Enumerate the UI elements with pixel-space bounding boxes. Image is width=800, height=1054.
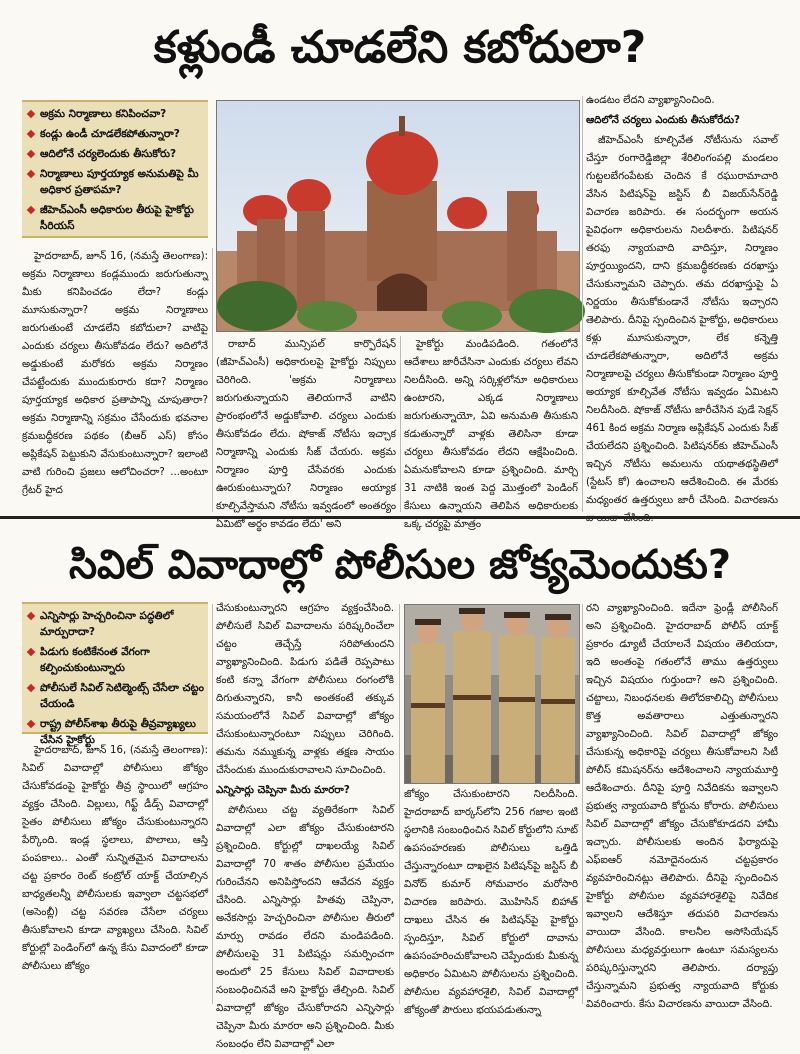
paragraph: చేసుకుంటున్నారని ఆగ్రహం వ్యక్తంచేసింది. పోలీసులే సివిల్ వివాదాలను పరిష్కరించేలా చట్టం తెచ్చేస్తే సరిపోతుందని వ్యాఖ్యానించింది. పిడుగు పడితే రెప్పపాటు కంటి కన్నా వేగంగా పోలీసులు రంగంలోకి దిగుతున్నారని, కానీ అంతకంటే తక్కువ సమయంలోనే సివిల్ వివాదాల్లో జోక్యం చేసుకుంటున్నారంటూ నిప్పులు చెరిగింది. తమను నమ్ముకున్న వాళ్లకు తక్షణ సాయం చేసేందుకు ముందుకురావాలని సూచించింది. — [216, 603, 394, 776]
paragraph: రని వ్యాఖ్యానించింది. ఇదేనా ఫ్రెండ్లీ పోలీసింగ్ అని ప్రశ్నించింది. హైదరాబాద్ పోలీస్ యాక్ట్ ప్రకారం డ్యూటీ చేయాలనే విషయం తెలియదా, ఇది అంతంపై గతంలోనే తాము ఉత్తర్వులు ఇచ్చిన విషయం గుర్తుందా? అని ప్రశ్నించింది. చట్టాలు, నిబంధనలకు తిలోదకాలిచ్చి పోలీసులు కొత్త అవతారాలు ఎత్తుతున్నారని వ్యాఖ్యానించింది. సివిల్ వివాదాల్లో జోక్యం చేసుకున్న అధికారిపై చర్యలు తీసుకోవాలని సిటీ పోలీస్ కమిషనర్‌ను ఆదేశించాలని న్యాయమూర్తి ఆదేశించారు. దీనిపై పూర్తి నివేదికను ఇవ్వాలని ప్రభుత్వ న్యాయవాది కోర్టును కోరారు. పోలీసులు సివిల్ వివాదాల్లో జోక్యం చేసుకోకూడదని హామీ ఇచ్చారు. పోలీసులకు అందిన ఫిర్యాదుపై ఎఫ్ఐఆర్ నమోదైనందున చట్టప్రకారం వ్యవహరించినట్లు తెలిపారు. దీనిపై స్పందించిన హైకోర్టు పోలీసుల వ్యవహారశైలిపై నివేదిక ఇవ్వాలని ఆదేశిస్తూ తదుపరి విచారణను వాయిదా వేసింది. కాలనీల అసోసియేషన్ పోలీసులు మధ్యవర్తులుగా ఉంటూ సమస్యలను పరిష్కరిస్తున్నారని తెలిపారు. దర్యాప్తు చేస్తున్నామని ప్రభుత్వ న్యాయవాది కోర్టుకు వివరించారు. కేసు విచారణను వాయిదా వేసింది. — [586, 603, 778, 1010]
article1-column-4 — [586, 92, 778, 512]
article1-column-1 — [22, 248, 208, 510]
highlight-item: జీహెచ్ఎంసీ అధికారుల తీరుపై హైకోర్టు సీరియస్ — [28, 202, 204, 234]
article2-column-1 — [22, 742, 208, 1004]
paragraph: ఉండటం లేదని వ్యాఖ్యానించింది. — [586, 95, 715, 106]
column-rule — [212, 248, 213, 512]
police-officers-image — [405, 605, 579, 783]
paragraph: రాబాద్ మున్సిపల్ కార్పొరేషన్ (జీహెచ్ఎంసీ) అధికారులపై హైకోర్టు నిప్పులు చెరిగింది. 'అక్రమ నిర్మాణాలు జరుగుతున్నాయని తెలియగానే వాటిని ప్రారంభంలోనే అడ్డుకోవాలి. చర్యలు ఎందుకు తీసుకోవడం లేదు. షోకాజ్ నోటీసు ఇచ్చాక నిర్మాణాన్ని ఎందుకు సీజ్ చేయరు. అక్రమ నిర్మాణం పూర్తి చేసేవరకు ఎందుకు ఊరుకుంటున్నారు? నిర్మాణం అయ్యాక కూల్చివేస్తామని నోటీసు ఇవ్వడంలో అంతర్యం ఏమిటో అర్థం కావడం లేదు' అని — [216, 339, 396, 530]
column-rule — [399, 604, 400, 1004]
high-court-building-image — [217, 101, 579, 331]
column-rule — [582, 96, 583, 512]
headline-1: కళ్లుండీ చూడలేని కబోదులా? — [153, 22, 647, 73]
paragraph: హైదరాబాద్, జూన్ 16, (నమస్తే తెలంగాణ): సివిల్ వివాదాల్లో పోలీసులు జోక్యం చేసుకోవడంపై హైకోర్టు తీవ్ర స్థాయిలో ఆగ్రహం వ్యక్తం చేసింది. విల్లులు, గిఫ్ట్ డీడ్స్ వివాదాల్లో సైతం పోలీసులు జోక్యం చేసుకుంటున్నారని పేర్కొంది. ఇండ్ల స్థలాలు, పొలాలు, ఆస్తి పంపకాలు.. ఎంతో సున్నితమైన వివాదాలను చట్ట ప్రకారం రెంట్ కంట్రోల్ యాక్ట్ చేయాల్సిన బాధ్యతలన్నీ పోలీసులకు ఇవ్వాలా చట్టసభలో (అసెంబ్లీ) చట్ట సవరణ చేసేలా చర్యలు తీసుకోవాలని కూడా వ్యాఖ్యలు చేసింది. సివిల్ కోర్టుల్లో పెండింగ్‌లో ఉన్న కేసు వివాదంలో కూడా పోలీసులు జోక్యం — [22, 745, 208, 972]
paragraph: జీహెచ్ఎంసీ కూల్చివేత నోటీసును సవాల్ చేస్తూ రంగారెడ్డిజిల్లా శేరిలింగంపల్లి మండలం గుట్టలబేగంపేటకు చెందిన కే రఘురామాచారి వేసిన పిటిషన్‌పై జస్టిస్ బీ విజయ్‌సేన్‌రెడ్డి విచారణ జరిపారు. ఈ సందర్భంగా అయన పైవిధంగా అధికారులను నిలదీశారు. పిటిషనర్ తరఫు న్యాయవాది వాదిస్తూ, నిర్మాణం పూర్తయ్యిందని, దాని క్రమబద్ధీకరణకు దరఖాస్తు చేసుకున్నామని చెప్పారు. తమ దరఖాస్తుపై ఏ నిర్ణయం తీసుకోకుండానే నోటీసు ఇచ్చారని తెలిపారు. దీనిపై స్పందించిన హైకోర్టు, అధికారులు కళ్లు మూసుకున్నారా, లేక కన్నెత్తి చూడలేకపోతున్నారా, అదిలోనే అక్రమ నిర్మాణాలపై చర్యలు తీసుకోకుండా నిర్మాణం పూర్తి అయ్యాక కూల్చివేత నోటీసు ఇవ్వడం ఏమిటని నిలదీసింది. షోకాజ్ నోటీసు జారీచేసిన పుడే సెక్షన్ 461 కింద అక్రమ నిర్మాణ అప్లికేషన్ ఎందుకు సీజ్ చేయలేదని ప్రశ్నించింది. పిటిషనర్‌కు జీహెచ్ఎంసీ ఇచ్చిన నోటీసు అమలును యథాతథస్థితిలో (స్టేటస్ కో) ఉంచాలని ఆదేశించింది. ఈ మేరకు మధ్యంతర ఉత్తర్వులు జారీ చేసింది. విచారణను — [586, 135, 778, 506]
column-rule — [212, 604, 213, 1004]
paragraph: పోలీసులు చట్ట వ్యతిరేకంగా సివిల్ వివాదాల్లో ఎలా జోక్యం చేసుకుంటారని ప్రశ్నించింది. కోర్టుల్లో దాఖలయ్యే సివిల్ వివాదాల్లో 70 శాతం పోలీసుల ప్రమేయం గురించేనని అనిపిస్తోందని ఆవేదన వ్యక్తం చేసింది. ఎన్నిసార్లు హితవు చెప్పినా, అనేకసార్లు హెచ్చరించినా పోలీసుల తీరులో మార్పు రావడం లేదని మండిపడింది. పోలీసులపై 31 పిటిషన్లు సమర్పించగా అందులో 25 కేసులు సివిల్ వివాదాలకు సంబంధించినవే అని హైకోర్టు తేల్చింది. సివిల్ వివాదాల్లో జోక్యం చేసుకోరాదని ఎన్నిసార్లు చెప్పినా మీరు మారరా అని ప్రశ్నించింది. మీకు సంబంధం లేని వివాదాల్లో ఎలా — [216, 805, 394, 1050]
highlight-item: కండ్లు ఉండీ చూడలేకపోతున్నారా? — [28, 126, 204, 142]
high-court-photo — [216, 100, 580, 332]
column-rule — [400, 336, 401, 512]
highlight-item: నిర్మాణాలు పూర్తయ్యాక అనుమతిపై మీ అధికార ప్రతాపమా? — [28, 166, 204, 198]
article2-column-2 — [216, 600, 394, 1050]
highlight-item: ఎన్నిసార్లు హెచ్చరించినా పద్ధతిలో మార్పురాదా? — [28, 608, 204, 640]
highlight-item: పోలీసులే సివిల్ సెటిల్మెంట్స్ చేసేలా చట్టం చేయండి — [28, 680, 204, 712]
subheading: ఆదిలోనే చర్యలు ఎందుకు తీసుకోరేదు? — [586, 115, 740, 126]
section-divider — [0, 516, 800, 519]
article2-column-4 — [586, 600, 778, 1010]
paragraph: హైకోర్టు మండిపడింది. గతంలోనే ఆదేశాలు జారీచేసినా ఎందుకు చర్యలు లేవని నిలదీసింది. అన్ని సర్కిళ్లలోనూ అధికారులు ఉంటారని, ఎక్కడ నిర్మాణాలు జరుగుతున్నాయో, ఏవి అనుమతి తీసుకుని కడుతున్నారో వాళ్లకు తెలిసినా కూడా చర్యలు తీసుకోవడం లేదని ఆక్షేపించింది. ఏమనుకోవాలని కూడా ప్రశ్నించింది. మార్చి 31 నాటికి ఇంత పెద్ద మొత్తంలో పెండింగ్ కేసులు ఉన్నాయని తెలిపిన అధికారులకు ఒక్క చర్యపై మాత్రం — [404, 339, 578, 530]
highlights-box-1 — [22, 100, 208, 238]
highlight-item: రాష్ట్ర పోలీస్‌శాఖ తీరుపై తీవ్రవ్యాఖ్యలు చేసిన హైకోర్టు — [28, 716, 204, 748]
paragraph: హైదరాబాద్, జూన్ 16, (నమస్తే తెలంగాణ): అక్రమ నిర్మాణాలు కండ్లముందు జరుగుతున్నా మీకు కనిపించడం లేదా? కండ్లు మూసుకున్నారా? అక్రమ నిర్మాణాలు జరుగుతుంటే చూడలేని కబోదులా? వాటిపై ఎందుకు చర్యలు తీసుకోవడం లేదు? అదిలోనే అడ్డుకుంటే మరోకరు అక్రమ నిర్మాణం చేపట్టేందుకు ముందుకురారు కదా? నిర్మాణం పూర్తయ్యాక అధికార ప్రతాపాన్ని చూపుతారా? అక్రమ నిర్మాణాన్ని సక్రమం చేసేందుకు భవనాల క్రమబద్ధీకరణ పథకం (బీఆర్ ఎస్) కోసం అప్లికేషన్ పెట్టుకుని వేసుకుంటున్నారా? ఇలాంటి వాటి గురించి ప్రజలు ఆలోచించరా? ...అంటూ గ్రేటర్ హైద — [22, 251, 208, 496]
article2-column-3 — [404, 786, 578, 1016]
article1-column-3 — [404, 336, 578, 530]
highlight-item: అక్రమ నిర్మాణాలు కనిపించవా? — [28, 106, 204, 122]
paragraph: జోక్యం చేసుకుంటారని నిలదీసింది. హైదరాబాద్ బార్కస్‌లోని 256 గజాల ఇంటి స్థలానికి సంబంధించిన సివిల్ కోర్టులోని సూట్ ఉపసంహరణకు పోలీసులు ఒత్తిడి చేస్తున్నారంటూ దాఖలైన పిటిషన్‌పై జస్టిస్ బీ వినోద్ కుమార్ సోమవారం మరోసారి విచారణ జరిపారు. మొహిసిన్ బిహాత్ దాఖలు చేసిన ఈ పిటిషన్‌పై హైకోర్టు స్పందిస్తూ, సివిల్ కోర్టులో దావాను ఉపసంహరించుకోవాలని చెప్పేందుకు మీకున్న అధికారం ఏమిటని పోలీసులను ప్రశ్నించింది. పోలీసుల వ్యవహారశైలి, సివిల్ వివాదాల్లో జోక్యంతో పౌరులు భయపడుతున్నా — [404, 789, 578, 1016]
article1-column-2 — [216, 336, 396, 530]
police-officers-photo — [404, 604, 580, 784]
highlight-item: పిడుగు కంటికేనంత వేగంగా కల్పించుకుంటున్నారు — [28, 644, 204, 676]
highlights-box-2 — [22, 602, 208, 746]
headline-2: సివిల్ వివాదాల్లో పోలీసుల జోక్యమెందుకు? — [68, 542, 732, 588]
highlight-item: ఆదిలోనే చర్యలెందుకు తీసుకోరు? — [28, 146, 204, 162]
subheading: ఎన్నిసార్లు చెప్పినా మీరు మారరా? — [216, 785, 350, 796]
column-rule — [582, 604, 583, 1004]
